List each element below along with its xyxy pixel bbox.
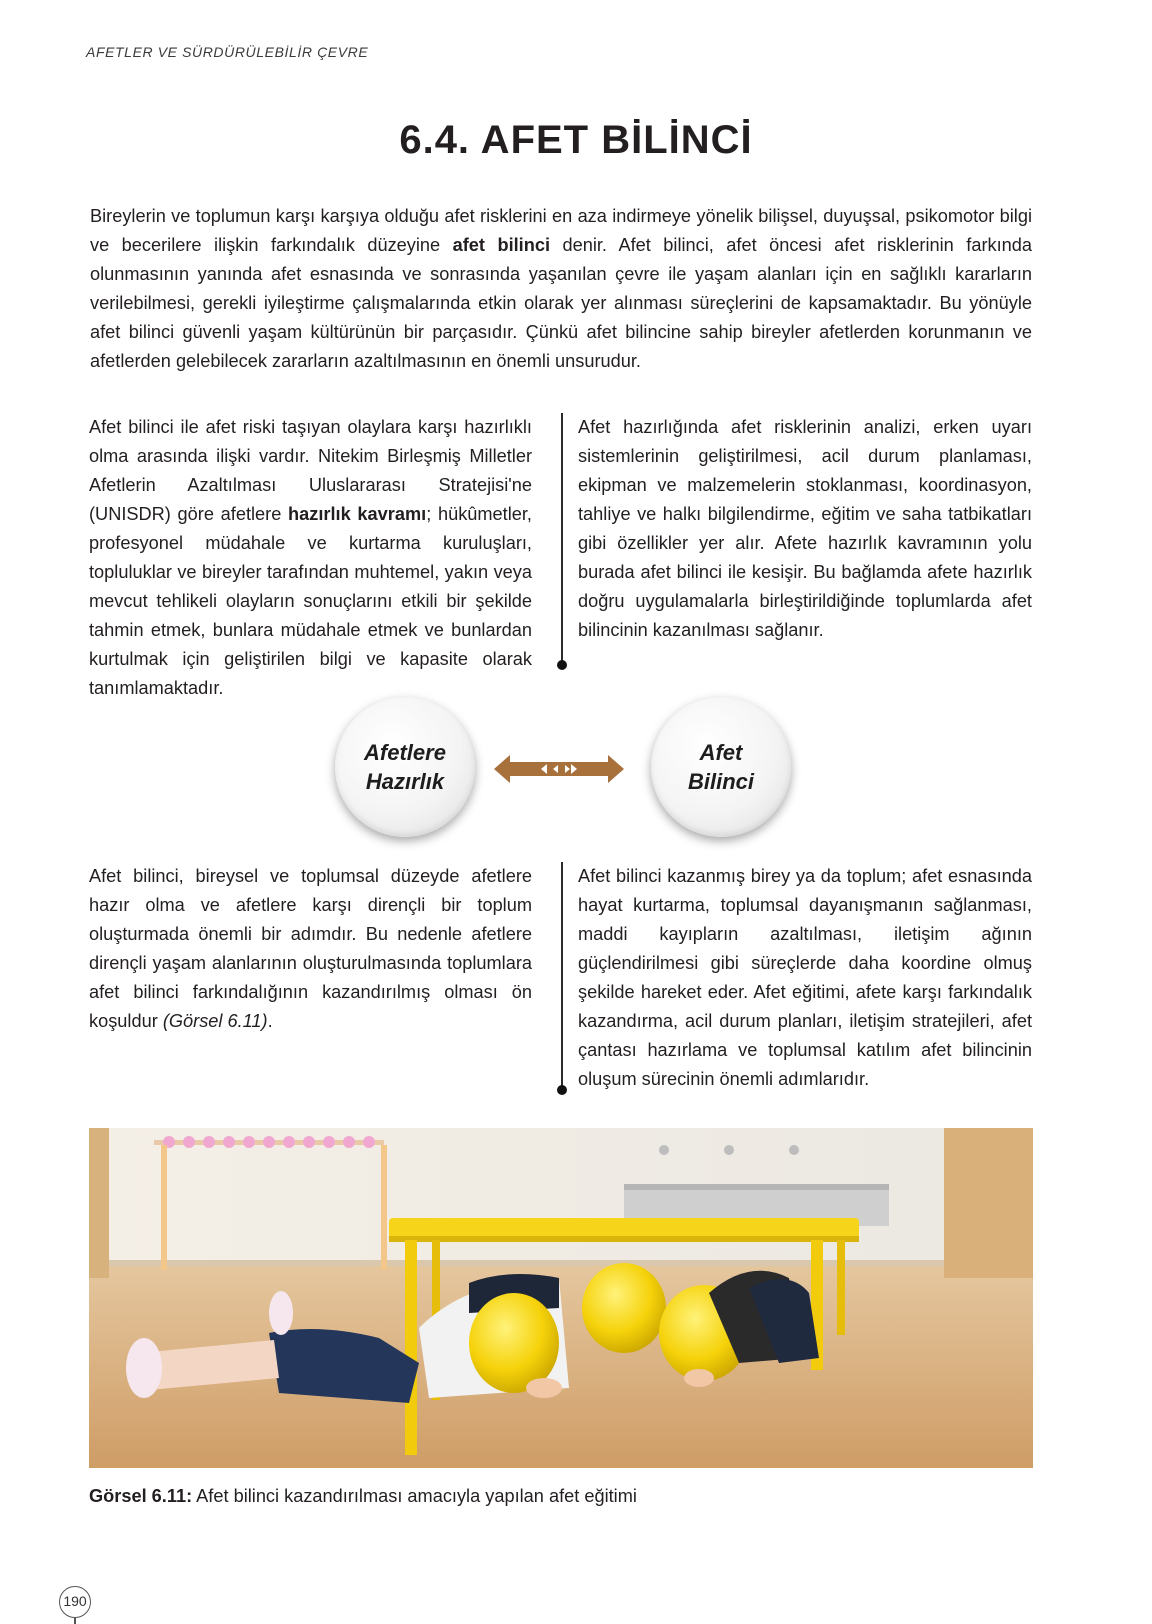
page-title: 6.4. AFET BİLİNCİ (399, 118, 753, 162)
running-head: AFETLER VE SÜRDÜRÜLEBİLİR ÇEVRE (86, 44, 369, 60)
caption-label: Görsel 6.11: (89, 1486, 193, 1506)
intro-paragraph (90, 202, 1032, 376)
column-divider-dot-1 (557, 660, 567, 670)
section2-right-column: Afet bilinci kazanmış birey ya da toplum; afet esnasında hayat kurtarma, toplumsal dayanışmanın sağlanması, maddi kayıpların azaltılması, iletişim ağının güçlendirilmesi gibi süreçlerde daha koordine olmuş şekilde hareket eder. Afet eğitimi, afete karşı farkındalık kazandırma, acil durum planları, iletişim stratejileri, afet çantası hazırlama ve toplumsal katılım afet bilincinin oluşum sürecinin önemli adımlarıdır. (578, 866, 1032, 1089)
section1-left-text-start: Afet bilinci ile afet riski taşıyan olaylara karşı hazırlıklı olma arasında ilişki vardır. Nitekim Birleşmiş Milletler Afetlerin Azaltılması Uluslararası Stratejisi'ne (UNISDR) göre afetlere (89, 417, 532, 524)
intro-text-end: denir. Afet bilinci, afet öncesi afet risklerinin farkında olunmasının yanında afet esnasında ve sonrasında yaşanılan çevre ile yaşam alanları için en sağlıklı kararların verilebilmesi, gerekli iyileştirme çalışmalarında etkin olarak yer alınması süreçlerini de kapsamaktadır. Bu yönüyle afet bilinci güvenli yaşam kültürünün bir parçasıdır. Çünkü afet bilincine sahip bireyler afetlerden korunmanın ve afetlerden gelebilecek zararların azaltılmasının en önemli unsurudur. (90, 235, 1032, 371)
drill-illustration (89, 1128, 1033, 1468)
disaster-awareness-label: Afet Bilinci (687, 740, 754, 794)
disaster-drill-photo (89, 1128, 1033, 1468)
intro-text-start: Bireylerin ve toplumun karşı karşıya olduğu afet risklerini en aza indirmeye yönelik bilişsel, duyuşsal, psikomotor bilgi ve becerilere ilişkin farkındalık düzeyine (90, 206, 1032, 255)
disaster-preparedness-circle (335, 697, 475, 837)
double-arrow-icon (494, 755, 624, 783)
figure-caption (89, 1486, 637, 1507)
disaster-preparedness-label: Afetlere Hazırlık (364, 740, 446, 794)
figure-reference: (Görsel 6.11) (162, 1011, 268, 1031)
section2-left-column (89, 862, 532, 1036)
column-divider-1 (561, 413, 563, 663)
section2-left-text: Afet bilinci, bireysel ve toplumsal düzeyde afetlere hazır olma ve afetlere karşı dirençli bir toplum oluşturmada önemli bir adımdır. Bu nedenle afetlere dirençli yaşam alanlarının oluşturulmasında toplumlara afet bilinci farkındalığının kazandırılmış olması ön koşuldur (89, 866, 532, 1031)
child-hand-2 (684, 1369, 714, 1387)
disaster-awareness-circle (651, 697, 791, 837)
table-leg-back-right (837, 1240, 845, 1335)
rack-leg-left (161, 1145, 167, 1270)
column-divider-dot-2 (557, 1085, 567, 1095)
sink-edge (624, 1184, 889, 1190)
yellow-table-top (389, 1218, 859, 1238)
faucet-3 (789, 1145, 799, 1155)
child-shoe-left (126, 1338, 162, 1398)
child-shoe-right (269, 1291, 293, 1335)
faucet-1 (659, 1145, 669, 1155)
intro-keyword: afet bilinci (452, 235, 551, 255)
section1-left-keyword: hazırlık kavramı (288, 504, 427, 524)
section2-left-period: . (267, 1011, 273, 1031)
wooden-door (944, 1128, 1033, 1278)
section1-left-column (89, 413, 532, 703)
section1-left-text-end: ; hükûmetler, profesyonel müdahale ve kurtarma kuruluşları, topluluklar ve bireyler tarafından muhtemel, yakın veya mevcut tehlikeli olayların sonuçlarını etkili bir şekilde tahmin etmek, bunlara müdahale etmek ve bunlardan kurtulmak için geliştirilen bilgi ve kapasite olarak tanımlamaktadır. (89, 504, 532, 698)
yellow-helmet-2 (582, 1263, 666, 1353)
page-number: 190 (59, 1586, 91, 1618)
caption-text: Afet bilinci kazandırılması amacıyla yapılan afet eğitimi (192, 1486, 637, 1506)
column-divider-2 (561, 862, 563, 1087)
page-number-line (74, 1618, 76, 1624)
double-arrow-shape (494, 755, 624, 783)
baseboard (89, 1260, 1033, 1266)
table-leg-front-left (405, 1240, 417, 1455)
faucet-2 (724, 1145, 734, 1155)
yellow-helmet-1 (469, 1293, 559, 1393)
wooden-frame (89, 1128, 109, 1278)
rack-leg-right (381, 1145, 387, 1270)
table-edge (389, 1236, 859, 1242)
section1-right-column: Afet hazırlığında afet risklerinin analizi, erken uyarı sistemlerinin geliştirilmesi, acil durum planlaması, ekipman ve malzemelerin stoklanması, koordinasyon, tahliye ve halkı bilgilendirme, eğitim ve saha tatbikatları gibi özellikler yer alır. Afete hazırlık kavramının yolu burada afet bilinci ile kesişir. Bu bağlamda afete hazırlık doğru uygulamalarla birleştirildiğinde toplumlarda afet bilincinin kazanılması sağlanır. (578, 417, 1032, 640)
child-hand-1 (526, 1378, 562, 1398)
